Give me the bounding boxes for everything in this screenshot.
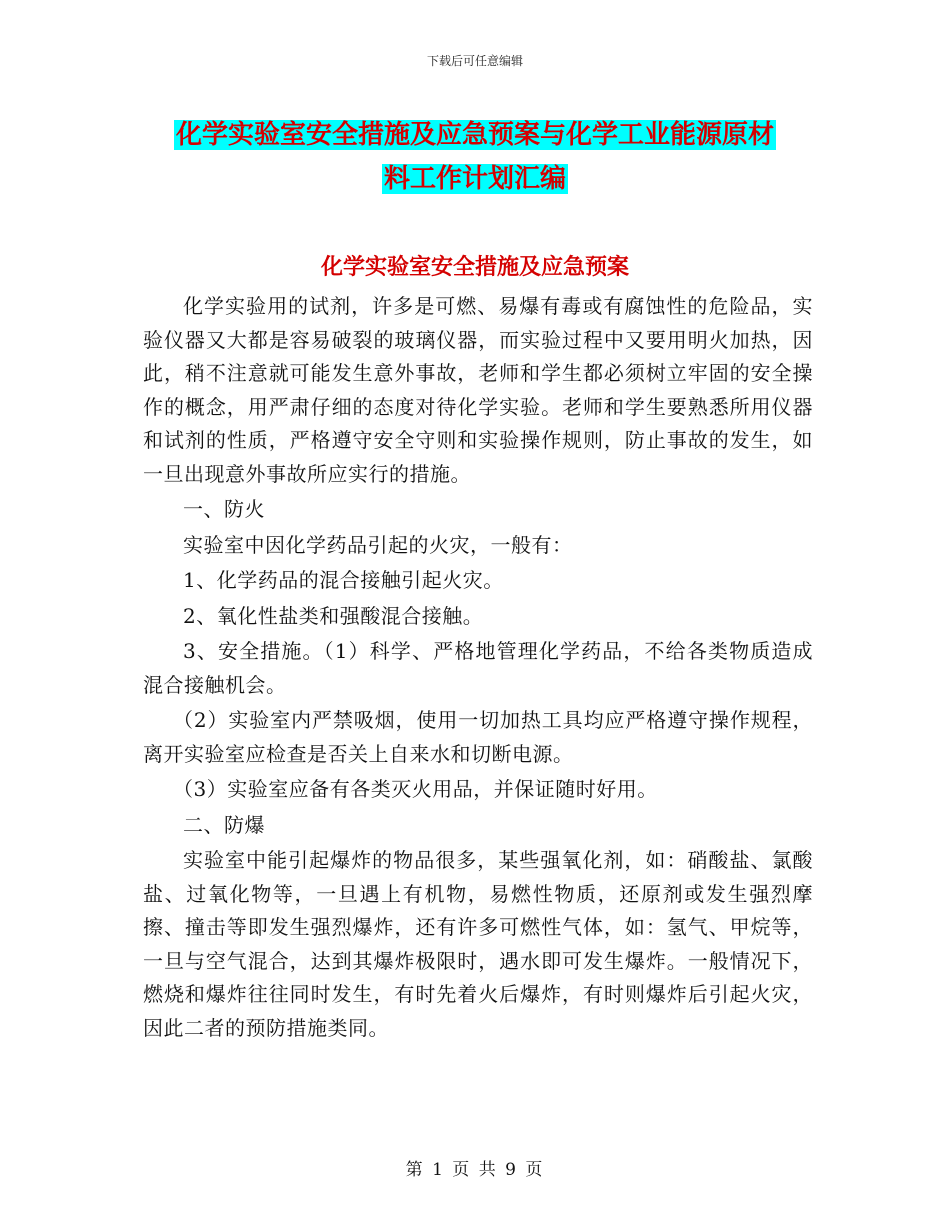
section-title: 化学实验室安全措施及应急预案 [320,255,629,280]
header-note: 下载后可任意编辑 [426,54,523,68]
document-body [143,290,813,1045]
list-item-1: 1、化学药品的混合接触引起火灾。 [183,568,504,592]
document-title-line-2: 料工作计划汇编 [383,164,566,194]
paragraph-intro: 化学实验用的试剂，许多是可燃、易爆有毒或有腐蚀性的危险品，实验仪器又大都是容易破裂的玻璃仪器，而实验过程中又要用明火加热，因此，稍不注意就可能发生意外事故，老师和学生都必须树立牢固的安全操作的概念，用严肃仔细的态度对待化学实验。老师和学生要熟悉所用仪器和试剂的性质，严格遵守安全守则和实验操作规则，防止事故的发生，如一旦出现意外事故所应实行的措施。 [143,294,813,486]
list-item-2: 2、氧化性盐类和强酸混合接触。 [183,603,484,628]
list-item-3: 3、安全措施。（1）科学、严格地管理化学药品，不给各类物质造成混合接触机会。 [143,639,813,697]
heading-fire-prevention: 一、防火 [183,497,265,521]
measure-2: （2）实验室内严禁吸烟，使用一切加热工具均应严格遵守操作规程，离开实验室应检查是否关上自来水和切断电源。 [143,708,813,766]
page-number: 第 1 页 共 9 页 [405,1160,545,1180]
measure-3: （3）实验室应备有各类灭火用品，并保证随时好用。 [173,777,658,801]
document-title-line-1: 化学实验室安全措施及应急预案与化学工业能源原材 [175,120,774,150]
paragraph-explosion: 实验室中能引起爆炸的物品很多，某些强氧化剂，如：硝酸盐、氯酸盐、过氧化物等，一旦遇上有机物，易燃性物质，还原剂或发生强烈摩擦、撞击等即发生强烈爆炸，还有许多可燃性气体，如：氢气、甲烷等，一旦与空气混合，达到其爆炸极限时，遇水即可发生爆炸。一般情况下，燃烧和爆炸往往同时发生，有时先着火后爆炸，有时则爆炸后引起火灾，因此二者的预防措施类同。 [143,848,813,1040]
heading-explosion-prevention: 二、防爆 [183,812,265,837]
paragraph-fire-causes: 实验室中因化学药品引起的火灾，一般有： [183,532,573,557]
